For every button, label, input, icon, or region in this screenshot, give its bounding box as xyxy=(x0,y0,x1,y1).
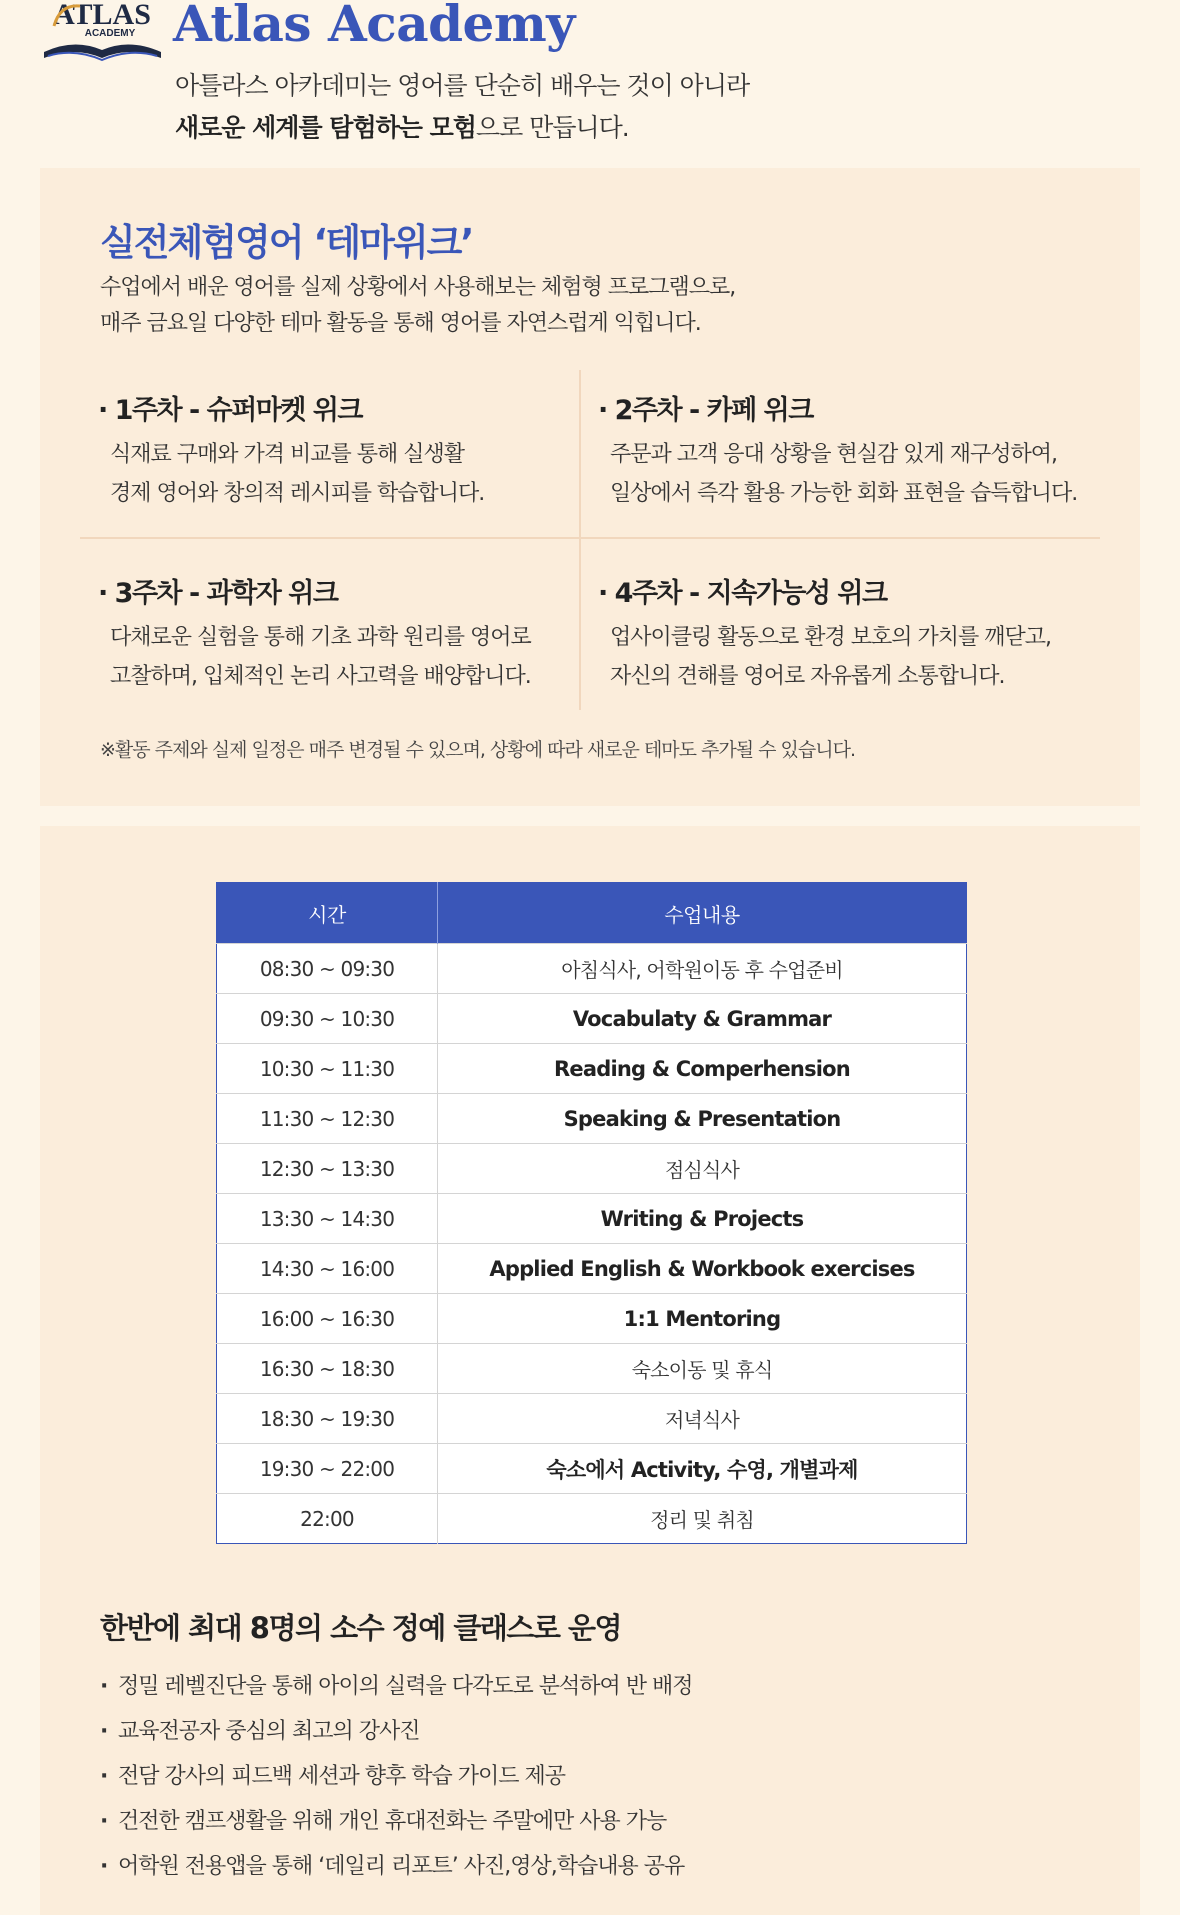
intro-line-1: 아틀라스 아카데미는 영어를 단순히 배우는 것이 아니라 xyxy=(175,71,750,100)
week-description xyxy=(598,435,1098,513)
content-cell: 정리 및 취침 xyxy=(438,1494,967,1544)
svg-text:ACADEMY: ACADEMY xyxy=(84,28,136,39)
theme-note: ※활동 주제와 실제 일정은 매주 변경될 수 있으며, 상황에 따라 새로운 테마도 추가될 수 있습니다. xyxy=(100,739,856,761)
table-row xyxy=(217,1094,967,1144)
table-row xyxy=(217,1394,967,1444)
week-desc-line: 고찰하며, 입체적인 논리 사고력을 배양합니다. xyxy=(110,664,531,689)
table-row xyxy=(217,1344,967,1394)
week-description xyxy=(598,618,1098,696)
intro-rest: 으로 만듭니다. xyxy=(475,113,629,142)
week-desc-line: 식재료 구매와 가격 비교를 통해 실생활 xyxy=(110,442,464,467)
grid-divider-horizontal xyxy=(80,537,1100,539)
header-content: 수업내용 xyxy=(438,883,967,944)
table-row xyxy=(217,1144,967,1194)
theme-title: 실전체험영어 ‘테마위크’ xyxy=(100,221,473,264)
week-desc-line: 다채로운 실험을 통해 기초 과학 원리를 영어로 xyxy=(110,625,531,650)
header xyxy=(0,0,1180,150)
week-title: · 1주차 - 슈퍼마켓 위크 xyxy=(98,395,363,426)
week-desc-line: 경제 영어와 창의적 레시피를 학습합니다. xyxy=(110,481,485,506)
list-item: · 전담 강사의 피드백 세션과 향후 학습 가이드 제공 xyxy=(100,1754,693,1799)
time-cell: 11:30 ~ 12:30 xyxy=(217,1094,438,1144)
content-cell: Applied English & Workbook exercises xyxy=(438,1244,967,1294)
time-cell: 10:30 ~ 11:30 xyxy=(217,1044,438,1094)
list-item: · 정밀 레벨진단을 통해 아이의 실력을 다각도로 분석하여 반 배정 xyxy=(100,1664,693,1709)
theme-description xyxy=(100,270,735,342)
week-1 xyxy=(98,388,598,513)
content-cell: 점심식사 xyxy=(438,1144,967,1194)
week-grid xyxy=(80,370,1100,710)
time-cell: 12:30 ~ 13:30 xyxy=(217,1144,438,1194)
feature-list xyxy=(100,1664,693,1889)
intro-line-2 xyxy=(175,108,629,144)
brand-title: Atlas Academy xyxy=(173,0,575,53)
content-cell: Reading & Comperhension xyxy=(438,1044,967,1094)
schedule-table xyxy=(216,882,967,1544)
table-row xyxy=(217,1444,967,1494)
table-row xyxy=(217,944,967,994)
table-row xyxy=(217,1244,967,1294)
content-cell: 아침식사, 어학원이동 후 수업준비 xyxy=(438,944,967,994)
week-desc-line: 주문과 고객 응대 상황을 현실감 있게 재구성하여, xyxy=(610,442,1057,467)
atlas-academy-logo xyxy=(40,0,165,66)
table-row xyxy=(217,1494,967,1544)
content-cell: Speaking & Presentation xyxy=(438,1094,967,1144)
week-desc-line: 일상에서 즉각 활용 가능한 회화 표현을 습득합니다. xyxy=(610,481,1078,506)
table-header-row xyxy=(217,883,967,944)
intro-highlight: 새로운 세계를 탐험하는 모험 xyxy=(175,113,476,142)
list-item: · 건전한 캠프생활을 위해 개인 휴대전화는 주말에만 사용 가능 xyxy=(100,1799,693,1844)
list-item: · 어학원 전용앱을 통해 ‘데일리 리포트’ 사진,영상,학습내용 공유 xyxy=(100,1844,693,1889)
schedule-panel xyxy=(40,826,1140,1915)
week-3 xyxy=(98,571,598,696)
table-row xyxy=(217,1044,967,1094)
content-cell: 숙소이동 및 휴식 xyxy=(438,1344,967,1394)
week-desc-line: 자신의 견해를 영어로 자유롭게 소통합니다. xyxy=(610,664,1005,689)
theme-desc-line-1: 수업에서 배운 영어를 실제 상황에서 사용해보는 체험형 프로그램으로, xyxy=(100,275,736,300)
list-item: · 교육전공자 중심의 최고의 강사진 xyxy=(100,1709,693,1754)
week-desc-line: 업사이클링 활동으로 환경 보호의 가치를 깨닫고, xyxy=(610,625,1052,650)
table-row xyxy=(217,994,967,1044)
week-title: · 3주차 - 과학자 위크 xyxy=(98,578,338,609)
week-2 xyxy=(598,388,1098,513)
header-time: 시간 xyxy=(217,883,438,944)
time-cell: 16:00 ~ 16:30 xyxy=(217,1294,438,1344)
time-cell: 08:30 ~ 09:30 xyxy=(217,944,438,994)
week-description xyxy=(98,435,598,513)
small-class-title: 한반에 최대 8명의 소수 정예 클래스로 운영 xyxy=(100,1611,621,1645)
theme-desc-line-2: 매주 금요일 다양한 테마 활동을 통해 영어를 자연스럽게 익힙니다. xyxy=(100,311,701,336)
theme-week-panel xyxy=(40,168,1140,806)
content-cell: 1:1 Mentoring xyxy=(438,1294,967,1344)
time-cell: 13:30 ~ 14:30 xyxy=(217,1194,438,1244)
time-cell: 16:30 ~ 18:30 xyxy=(217,1344,438,1394)
week-title: · 2주차 - 카페 위크 xyxy=(598,395,813,426)
time-cell: 14:30 ~ 16:00 xyxy=(217,1244,438,1294)
content-cell: 숙소에서 Activity, 수영, 개별과제 xyxy=(438,1444,967,1494)
logo-text: ATLAS xyxy=(53,0,151,31)
table-row xyxy=(217,1194,967,1244)
time-cell: 22:00 xyxy=(217,1494,438,1544)
content-cell: 저녁식사 xyxy=(438,1394,967,1444)
table-row xyxy=(217,1294,967,1344)
week-description xyxy=(98,618,598,696)
week-title: · 4주차 - 지속가능성 위크 xyxy=(598,578,887,609)
content-cell: Vocabulaty & Grammar xyxy=(438,994,967,1044)
week-4 xyxy=(598,571,1098,696)
time-cell: 09:30 ~ 10:30 xyxy=(217,994,438,1044)
content-cell: Writing & Projects xyxy=(438,1194,967,1244)
time-cell: 19:30 ~ 22:00 xyxy=(217,1444,438,1494)
time-cell: 18:30 ~ 19:30 xyxy=(217,1394,438,1444)
